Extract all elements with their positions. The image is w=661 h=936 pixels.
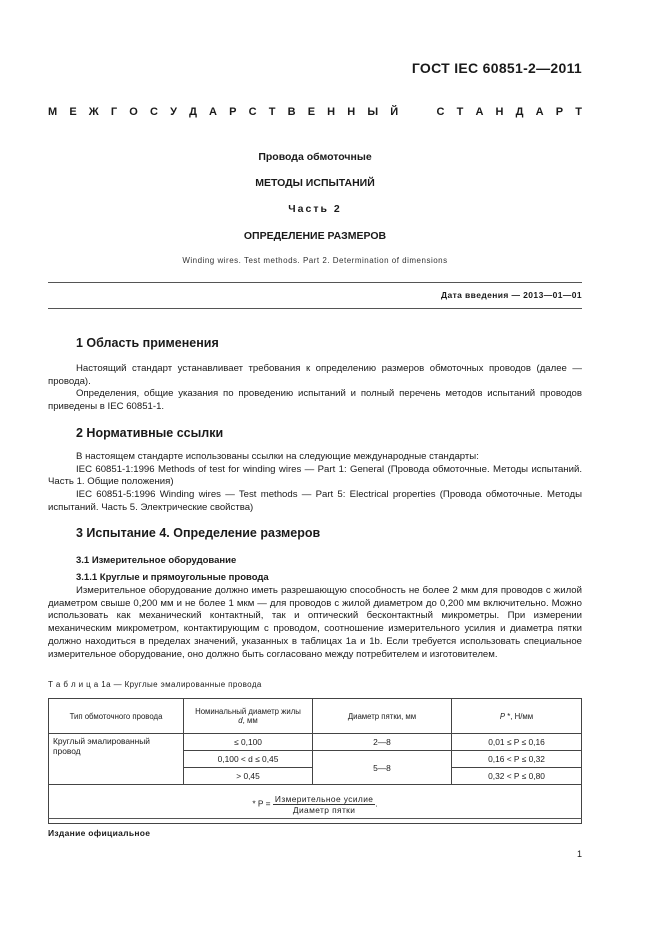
table-header-cell: Номинальный диаметр жилы d, мм [184,699,313,734]
divider [48,308,582,309]
paragraph: IEC 60851-5:1996 Winding wires — Test methods — Part 5: Electrical properties (Провода обмоточные. Методы испытаний. Часть 5. Электрические свойства) [48,489,582,513]
banner-letter: Й [390,106,399,118]
paragraph: IEC 60851-1:1996 Methods of test for winding wires — Part 1: General (Провода обмоточные. Методы испытаний. Часть 1. Общие положения) [48,463,582,488]
table-cell-wire-type: Круглый эмалированный провод [49,734,184,785]
table-cell: ≤ 0,100 [184,734,313,751]
section-1-body [48,363,582,414]
banner-letter: У [170,106,177,118]
paragraph: Определения, общие указания по проведению испытаний и полный перечень методов испытаний проводов приведены в IEC 60851-1. [48,388,582,413]
title-line-4: ОПРЕДЕЛЕНИЕ РАЗМЕРОВ [243,230,387,242]
banner-letter: А [535,106,544,118]
banner-letter: Т [456,106,464,118]
banner-letter: Ы [367,106,379,118]
table-cell: 2—8 [313,734,452,751]
section-2-heading: 2 Нормативные ссылки [76,426,224,440]
banner-letter: Н [327,106,336,118]
table-row [49,734,582,751]
paragraph: В настоящем стандарте использованы ссылки на следующие международные стандарты: [76,451,479,462]
title-part: Часть 2 [288,203,342,215]
table-cell: 0,32 < P ≤ 0,80 [452,768,582,785]
section-2-body [48,451,582,515]
section-3-heading: 3 Испытание 4. Определение размеров [76,526,321,540]
section-3-1-1-body [48,585,582,661]
banner-letter: Е [307,106,316,118]
table-header-cell: Диаметр пятки, мм [313,699,452,734]
banner-letter: Т [268,106,276,118]
divider [48,282,582,283]
divider [48,818,582,819]
banner-letter: Д [515,106,524,118]
banner-letter: Н [347,106,356,118]
banner-letter: Т [575,106,582,118]
paragraph: Настоящий стандарт устанавливает требования к определению размеров обмоточных проводов (далее — провода). [48,363,582,387]
table-round-enamelled-wires [48,698,582,824]
official-edition-label: Издание официальное [48,828,151,838]
banner-letter: В [287,106,296,118]
footnote-prefix: * P = [252,798,271,809]
table-header-cell: P *, Н/мм [452,699,582,734]
banner-letter: Р [229,106,237,118]
document-code: ГОСТ IEC 60851-2—2011 [411,60,582,76]
banner-letter: М [48,106,58,118]
section-1-heading: 1 Область применения [76,336,219,350]
paragraph: Измерительное оборудование должно иметь разрешающую способность не более 2 мкм для проводов с жилой диаметром свыше 0,200 мм и не более 1 мкм — для проводов с жилой диаметром до 0,200 мм включительно. Можно использовать как механический контактный, так и оптический бесконтактный микрометры. При измерении механическим микрометром, контактирующим с проводом, соотношение измерительного усилия и диаметра пятки должно находиться в пределах значений, указанных в таблицах 1a и 1b. Если требуется использовать специальное измерительное оборудование, оно должно быть согласовано между потребителем и изготовителем. [48,585,582,660]
title-line-1: Провода обмоточные [258,151,372,163]
table-cell: 0,01 ≤ P ≤ 0,16 [452,734,582,751]
table-cell: 0,100 < d ≤ 0,45 [184,751,313,768]
footnote-fraction [273,793,378,815]
table-caption: Т а б л и ц а 1a — Круглые эмалированные провода [48,680,262,689]
table-header-row [49,699,582,734]
banner-letter: С [248,106,257,118]
fraction-denominator: Диаметр пятки [292,804,356,815]
section-3-1-1-heading: 3.1.1 Круглые и прямоугольные провода [76,572,269,583]
banner-letter: Е [69,106,77,118]
english-title: Winding wires. Test methods. Part 2. Determination of dimensions [182,256,448,265]
section-3-1-heading: 3.1 Измерительное оборудование [76,555,237,566]
banner-letter: Р [555,106,564,118]
banner-letter: А [475,106,484,118]
table-cell: > 0,45 [184,768,313,785]
interstate-standard-banner [48,106,582,118]
introduction-date: Дата введения — 2013—01—01 [441,290,582,300]
banner-letter: Ж [88,106,99,118]
banner-letter: Г [110,106,118,118]
banner-letter: С [436,106,445,118]
fraction-numerator: Измерительное усилие [274,793,374,804]
table-cell: 5—8 [313,751,452,785]
word-gap [410,106,424,118]
banner-letter: Д [189,106,197,118]
table-cell: 0,16 < P ≤ 0,32 [452,751,582,768]
banner-letter: Н [495,106,504,118]
banner-letter: А [209,106,217,118]
banner-letter: С [149,106,158,118]
footnote-suffix: . [375,798,378,809]
table-header-cell: Тип обмоточного провода [49,699,184,734]
banner-letter: О [129,106,138,118]
title-line-2: МЕТОДЫ ИСПЫТАНИЙ [255,177,375,189]
page-number: 1 [576,849,582,859]
